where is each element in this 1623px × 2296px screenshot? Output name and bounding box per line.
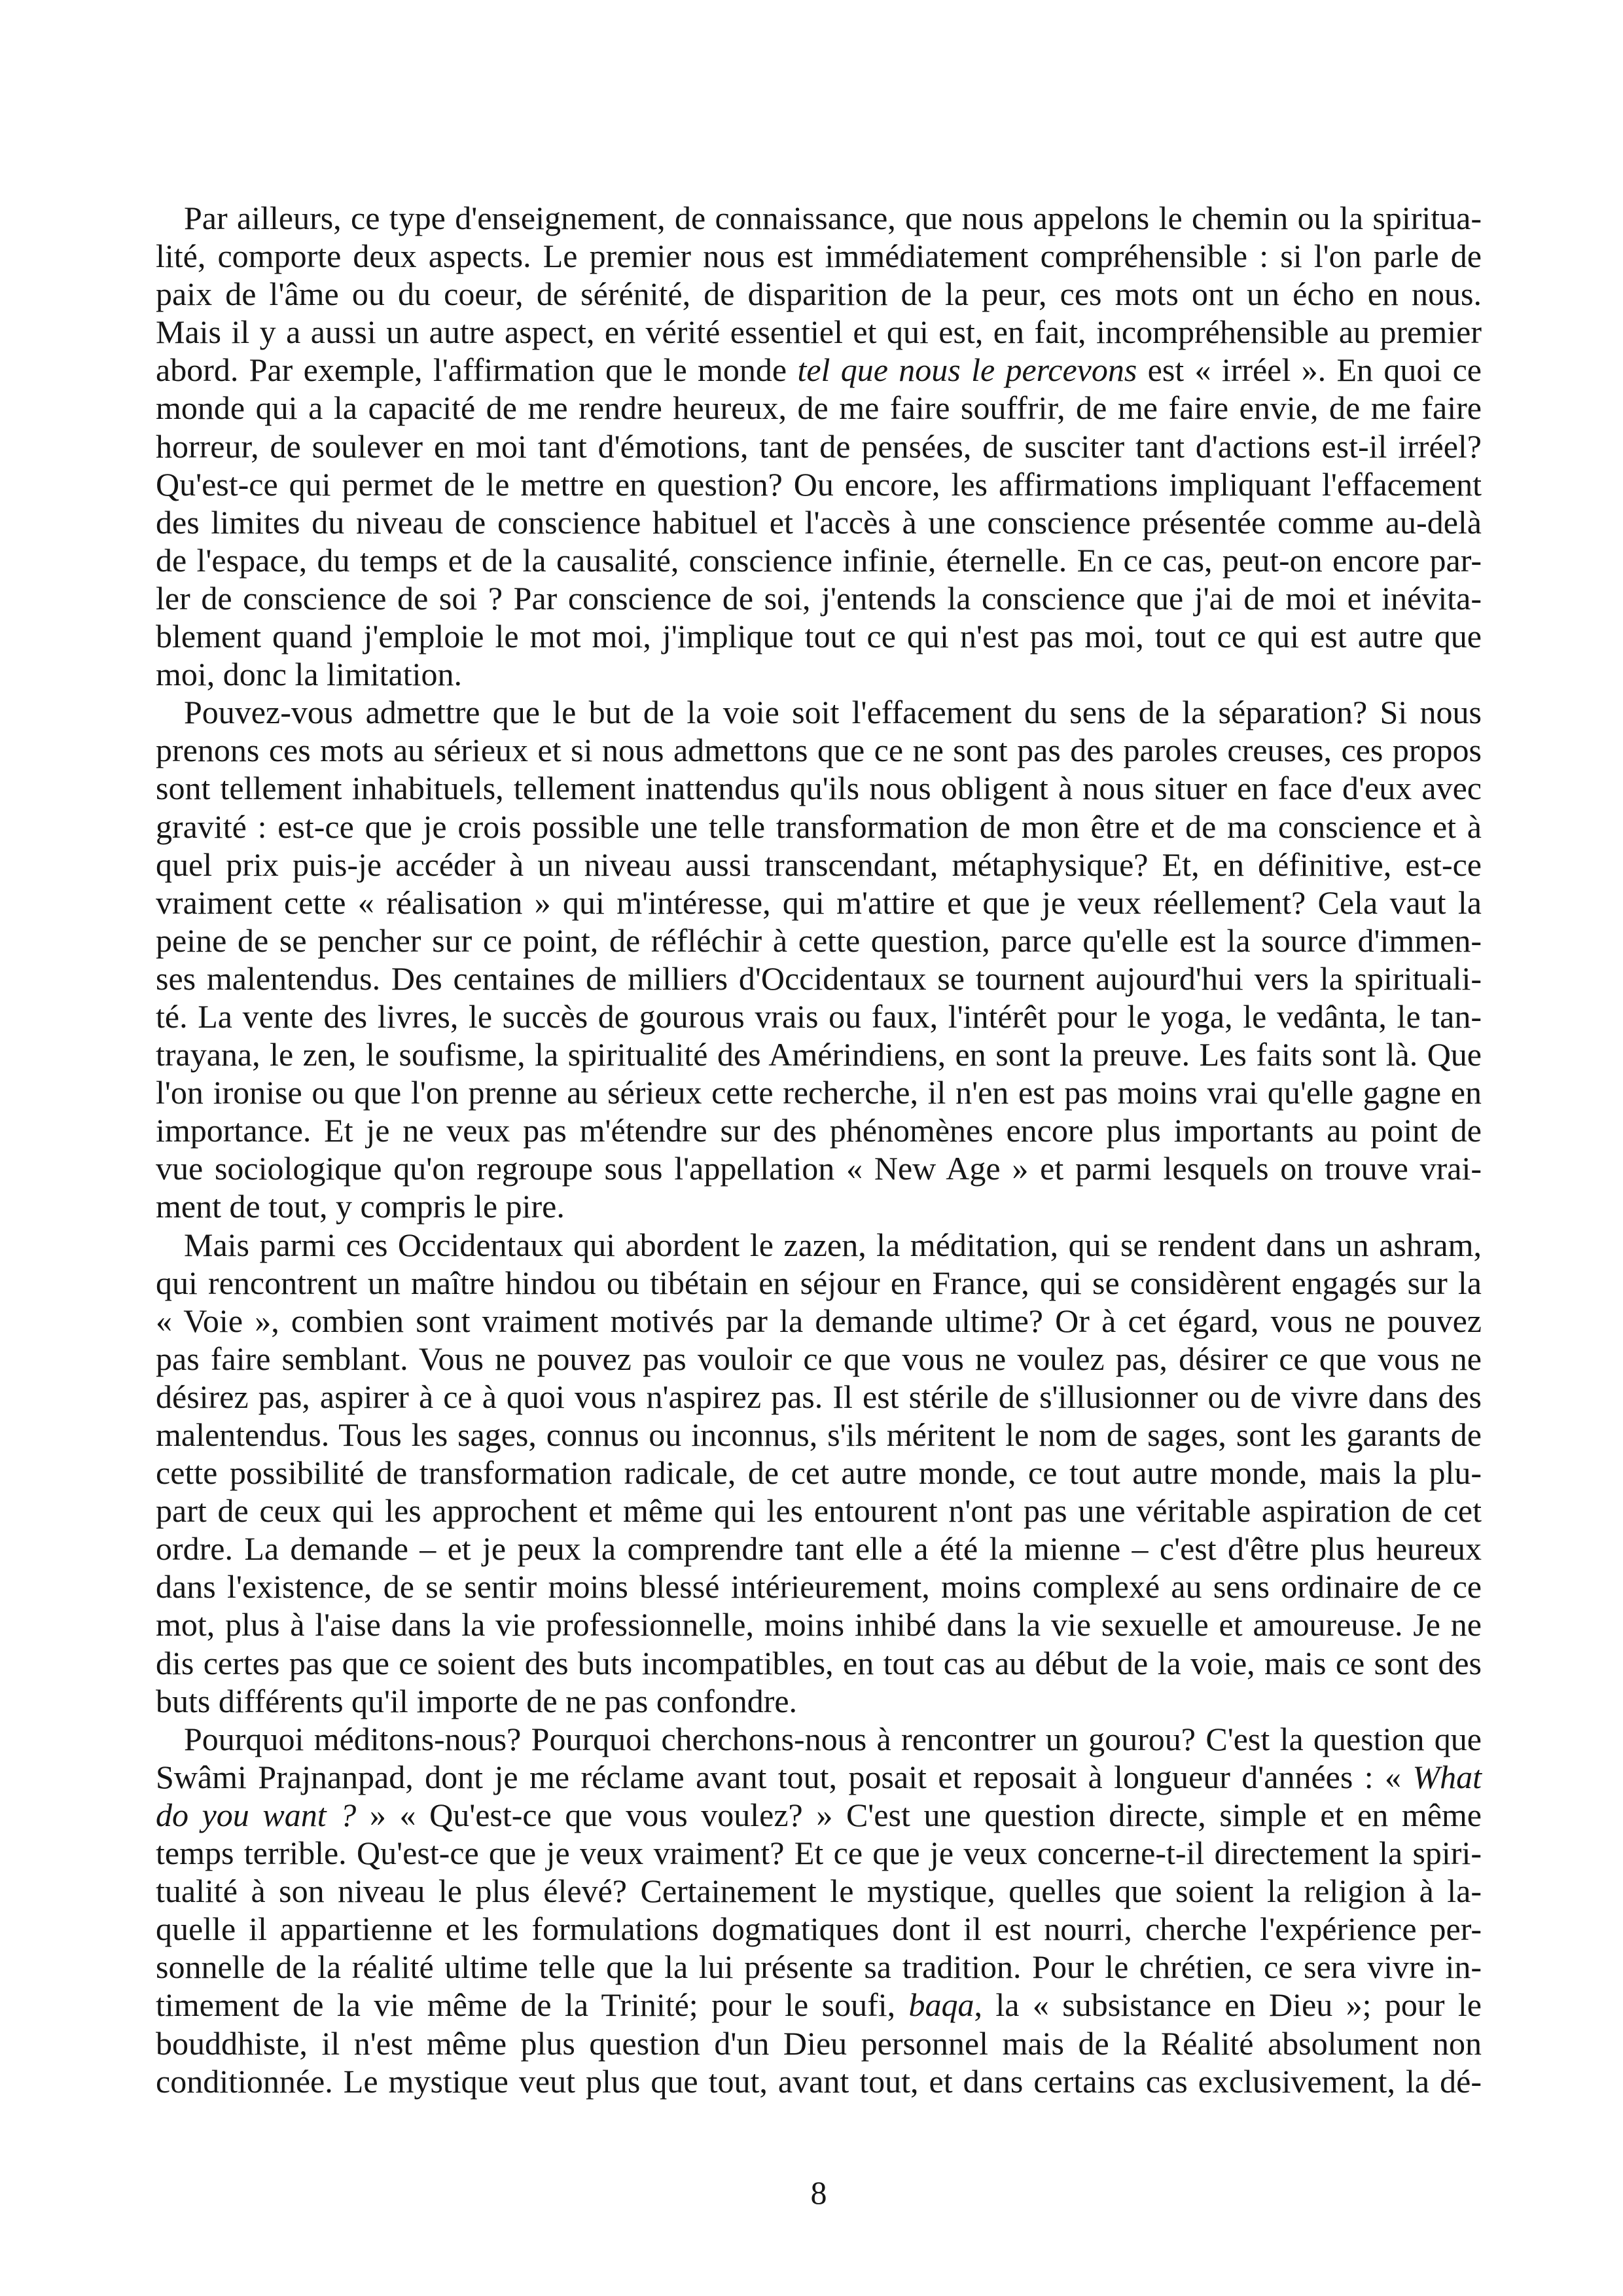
paragraph: [156, 693, 1482, 1225]
text-line: vraiment cette « réalisation » qui m'intéresse, qui m'attire et que je veux réellement? Cela vaut la: [156, 884, 1482, 921]
text-line: ment de tout, y compris le pire.: [156, 1188, 565, 1225]
text-line: ses malentendus. Des centaines de milliers d'Occidentaux se tournent aujourd'hui vers la spirituali-: [156, 960, 1482, 997]
text-line: conditionnée. Le mystique veut plus que tout, avant tout, et dans certains cas exclusivement, la dé-: [156, 2062, 1482, 2100]
text-line: quel prix puis-je accéder à un niveau aussi transcendant, métaphysique? Et, en définitive, est-ce: [156, 846, 1482, 883]
body-text: [156, 199, 1482, 2100]
text-line: dis certes pas que ce soient des buts incompatibles, en tout cas au début de la voie, mais ce sont des: [156, 1644, 1482, 1681]
italic-text: tel que nous le percevons: [797, 351, 1137, 389]
italic-text: do you want ?: [156, 1796, 357, 1833]
italic-text: What: [1412, 1758, 1482, 1795]
text-line: [156, 1796, 1482, 1834]
text-line: sont tellement inhabituels, tellement inattendus qu'ils nous obligent à nous situer en face d'eux avec: [156, 770, 1482, 807]
text-line: qui rencontrent un maître hindou ou tibétain en séjour en France, qui se considèrent engagés sur la: [156, 1264, 1482, 1301]
text-line: blement quand j'emploie le mot moi, j'implique tout ce qui n'est pas moi, tout ce qui est autre que: [156, 618, 1482, 655]
text-line: Mais il y a aussi un autre aspect, en vérité essentiel et qui est, en fait, incompréhensible au premier: [156, 314, 1482, 351]
paragraph-first-line: Mais parmi ces Occidentaux qui abordent le zazen, la méditation, qui se rendent dans un ashram,: [184, 1226, 1482, 1263]
italic-text: baqa: [908, 1986, 974, 2024]
text-line: monde qui a la capacité de me rendre heureux, de me faire souffrir, de me faire envie, de me faire: [156, 389, 1482, 427]
paragraph-first-line: Pouvez-vous admettre que le but de la voie soit l'effacement du sens de la séparation? Si nous: [184, 694, 1482, 731]
text-segment: timement de la vie même de la Trinité; pour le soufi,: [156, 1986, 909, 2024]
text-line: prenons ces mots au sérieux et si nous admettons que ce ne sont pas des paroles creuses, ces propos: [156, 732, 1482, 769]
text-line: sonnelle de la réalité ultime telle que la lui présente sa tradition. Pour le chrétien, ce sera vivre in-: [156, 1948, 1482, 1986]
text-segment: » « Qu'est-ce que vous voulez? » C'est une question directe, simple et en même: [356, 1796, 1482, 1833]
text-line: cette possibilité de transformation radicale, de cet autre monde, ce tout autre monde, mais la plu-: [156, 1454, 1482, 1492]
text-line: buts différents qu'il importe de ne pas confondre.: [156, 1682, 798, 1719]
text-line: moi, donc la limitation.: [156, 656, 462, 693]
text-line: té. La vente des livres, le succès de gourous vrais ou faux, l'intérêt pour le yoga, le vedânta, le tan-: [156, 997, 1482, 1035]
paragraph: [156, 1226, 1482, 1720]
paragraph: [156, 1720, 1482, 2100]
text-line: « Voie », combien sont vraiment motivés par la demande ultime? Or à cet égard, vous ne pouvez: [156, 1302, 1482, 1339]
text-line: dans l'existence, de se sentir moins blessé intérieurement, moins complexé au sens ordinaire de ce: [156, 1568, 1482, 1605]
text-segment: abord. Par exemple, l'affirmation que le monde: [156, 351, 798, 389]
text-line: l'on ironise ou que l'on prenne au sérieux cette recherche, il n'en est pas moins vrai qu'elle gagne en: [156, 1074, 1482, 1111]
text-line: Qu'est-ce qui permet de le mettre en question? Ou encore, les affirmations impliquant l'effacement: [156, 465, 1482, 503]
text-line: quelle il appartienne et les formulations dogmatiques dont il est nourri, cherche l'expérience per-: [156, 1910, 1482, 1948]
text-line: lité, comporte deux aspects. Le premier nous est immédiatement compréhensible : si l'on parle de: [156, 238, 1482, 275]
text-line: horreur, de soulever en moi tant d'émotions, tant de pensées, de susciter tant d'actions est-il irréel?: [156, 427, 1482, 465]
text-segment: , la « subsistance en Dieu »; pour le: [974, 1986, 1482, 2024]
paragraph-first-line: Par ailleurs, ce type d'enseignement, de connaissance, que nous appelons le chemin ou la spiritua-: [184, 200, 1482, 236]
text-segment: Swâmi Prajnanpad, dont je me réclame avant tout, posait et reposait à longueur d'années : «: [156, 1758, 1413, 1795]
text-line: pas faire semblant. Vous ne pouvez pas vouloir ce que vous ne voulez pas, désirer ce que vous ne: [156, 1340, 1482, 1377]
page-number: 8: [810, 2174, 827, 2211]
text-line: importance. Et je ne veux pas m'étendre sur des phénomènes encore plus importants au point de: [156, 1112, 1482, 1149]
text-line: malentendus. Tous les sages, connus ou inconnus, s'ils méritent le nom de sages, sont les garants de: [156, 1416, 1482, 1453]
text-line: [156, 1986, 1482, 2024]
text-line: part de ceux qui les approchent et même qui les entourent n'ont pas une véritable aspiration de cet: [156, 1492, 1482, 1530]
text-line: vue sociologique qu'on regroupe sous l'appellation « New Age » et parmi lesquels on trouve vrai-: [156, 1150, 1482, 1187]
paragraph: [156, 199, 1482, 693]
text-line: des limites du niveau de conscience habituel et l'accès à une conscience présentée comme au-delà: [156, 503, 1482, 541]
text-line: gravité : est-ce que je crois possible une telle transformation de mon être et de ma conscience et à: [156, 808, 1482, 845]
text-line: paix de l'âme ou du coeur, de sérénité, de disparition de la peur, ces mots ont un écho en nous.: [156, 276, 1482, 313]
text-line: mot, plus à l'aise dans la vie professionnelle, moins inhibé dans la vie sexuelle et amoureuse. Je ne: [156, 1606, 1482, 1643]
text-line: peine de se pencher sur ce point, de réfléchir à cette question, parce qu'elle est la source d'immen-: [156, 922, 1482, 959]
text-line: désirez pas, aspirer à ce à quoi vous n'aspirez pas. Il est stérile de s'illusionner ou de vivre dans des: [156, 1378, 1482, 1415]
text-line: trayana, le zen, le soufisme, la spiritualité des Amérindiens, en sont la preuve. Les faits sont là. Que: [156, 1036, 1482, 1073]
text-line: bouddhiste, il n'est même plus question d'un Dieu personnel mais de la Réalité absolument non: [156, 2024, 1482, 2062]
text-line: temps terrible. Qu'est-ce que je veux vraiment? Et ce que je veux concerne-t-il directement la spiri-: [156, 1835, 1482, 1872]
text-line: ler de conscience de soi ? Par conscience de soi, j'entends la conscience que j'ai de moi et inévita-: [156, 579, 1482, 617]
text-line: tualité à son niveau le plus élevé? Certainement le mystique, quelles que soient la religion à la-: [156, 1873, 1482, 1910]
text-segment: est « irréel ». En quoi ce: [1137, 351, 1482, 389]
text-line: ordre. La demande – et je peux la comprendre tant elle a été la mienne – c'est d'être plus heureux: [156, 1530, 1482, 1568]
text-line: [156, 351, 1482, 389]
text-line: [156, 1758, 1482, 1796]
text-line: de l'espace, du temps et de la causalité, conscience infinie, éternelle. En ce cas, peut-on encore par-: [156, 541, 1482, 579]
paragraph-first-line: Pourquoi méditons-nous? Pourquoi cherchons-nous à rencontrer un gourou? C'est la question que: [184, 1720, 1482, 1757]
